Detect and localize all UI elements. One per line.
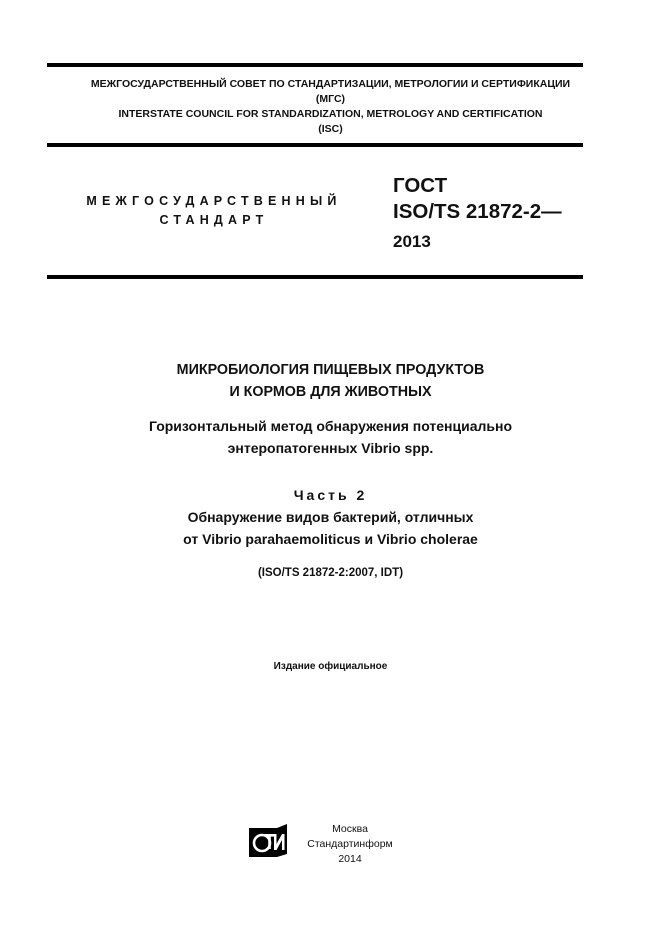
standard-divider bbox=[47, 275, 583, 279]
standard-type bbox=[84, 192, 344, 230]
subtitle-line1: Горизонтальный метод обнаружения потенциально bbox=[148, 418, 513, 434]
part-section bbox=[0, 484, 661, 550]
standard-type-line1: МЕЖГОСУДАРСТВЕННЫЙ bbox=[86, 194, 342, 208]
document-subtitle bbox=[0, 415, 661, 459]
gost-line1: ГОСТ bbox=[393, 174, 448, 197]
part-line1: Обнаружение видов бактерий, отличных bbox=[187, 509, 474, 525]
part-line2: от Vibrio parahaemoliticus и Vibrio cholerae bbox=[183, 531, 478, 547]
part-label: Часть 2 bbox=[293, 487, 368, 503]
council-en: INTERSTATE COUNCIL FOR STANDARDIZATION, METROLOGY AND CERTIFICATION bbox=[118, 108, 543, 120]
council-ru: МЕЖГОСУДАРСТВЕННЫЙ СОВЕТ ПО СТАНДАРТИЗАЦИИ, МЕТРОЛОГИИ И СЕРТИФИКАЦИИ bbox=[90, 78, 571, 90]
standard-type-line2: СТАНДАРТ bbox=[159, 213, 269, 227]
gost-line3: 2013 bbox=[393, 232, 431, 251]
header-divider bbox=[47, 143, 583, 147]
council-ru-abbr: (МГС) bbox=[315, 93, 346, 105]
standartinform-logo-icon bbox=[249, 824, 289, 858]
subtitle-line2: энтеропатогенных Vibrio spp. bbox=[227, 440, 434, 456]
iso-reference: (ISO/TS 21872-2:2007, IDT) bbox=[257, 567, 404, 579]
council-header bbox=[0, 77, 661, 137]
title-line2: И КОРМОВ ДЛЯ ЖИВОТНЫХ bbox=[229, 384, 432, 400]
publisher-year: 2014 bbox=[338, 853, 362, 865]
document-title bbox=[0, 359, 661, 403]
council-en-abbr: (ISC) bbox=[318, 123, 343, 135]
publisher-city: Москва bbox=[332, 823, 368, 835]
publisher-info bbox=[300, 822, 400, 867]
gost-designation bbox=[393, 173, 562, 255]
edition-label: Издание официальное bbox=[273, 661, 388, 672]
top-rule bbox=[47, 63, 583, 67]
gost-line2: ISO/TS 21872-2— bbox=[393, 200, 562, 223]
publisher-name: Стандартинформ bbox=[307, 838, 393, 850]
title-line1: МИКРОБИОЛОГИЯ ПИЩЕВЫХ ПРОДУКТОВ bbox=[176, 362, 485, 378]
